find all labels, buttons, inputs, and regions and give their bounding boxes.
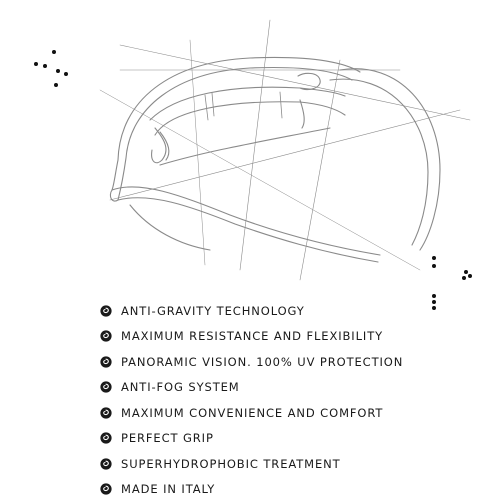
feature-item (100, 477, 403, 502)
feature-item (100, 298, 403, 324)
swirl-bullet-icon (100, 458, 112, 470)
swirl-bullet-icon (100, 356, 112, 368)
feature-label: ANTI-FOG SYSTEM (121, 380, 240, 394)
dot-cluster-icon (34, 50, 74, 92)
feature-label: PERFECT GRIP (121, 431, 214, 445)
dot-cluster-icon (432, 256, 472, 306)
feature-label: MAXIMUM CONVENIENCE AND COMFORT (121, 406, 383, 420)
feature-item (100, 324, 403, 350)
feature-item (100, 349, 403, 375)
feature-label: ANTI-GRAVITY TECHNOLOGY (121, 304, 305, 318)
feature-label: MAXIMUM RESISTANCE AND FLEXIBILITY (121, 329, 383, 343)
feature-item (100, 375, 403, 401)
feature-label: MADE IN ITALY (121, 482, 215, 496)
feature-label: SUPERHYDROPHOBIC TREATMENT (121, 457, 341, 471)
feature-list (100, 298, 403, 502)
swirl-bullet-icon (100, 483, 112, 495)
feature-item (100, 400, 403, 426)
swirl-bullet-icon (100, 305, 112, 317)
feature-item (100, 451, 403, 477)
swirl-bullet-icon (100, 330, 112, 342)
swirl-bullet-icon (100, 407, 112, 419)
feature-item (100, 426, 403, 452)
swirl-bullet-icon (100, 381, 112, 393)
feature-label: PANORAMIC VISION. 100% UV PROTECTION (121, 355, 403, 369)
swirl-bullet-icon (100, 432, 112, 444)
